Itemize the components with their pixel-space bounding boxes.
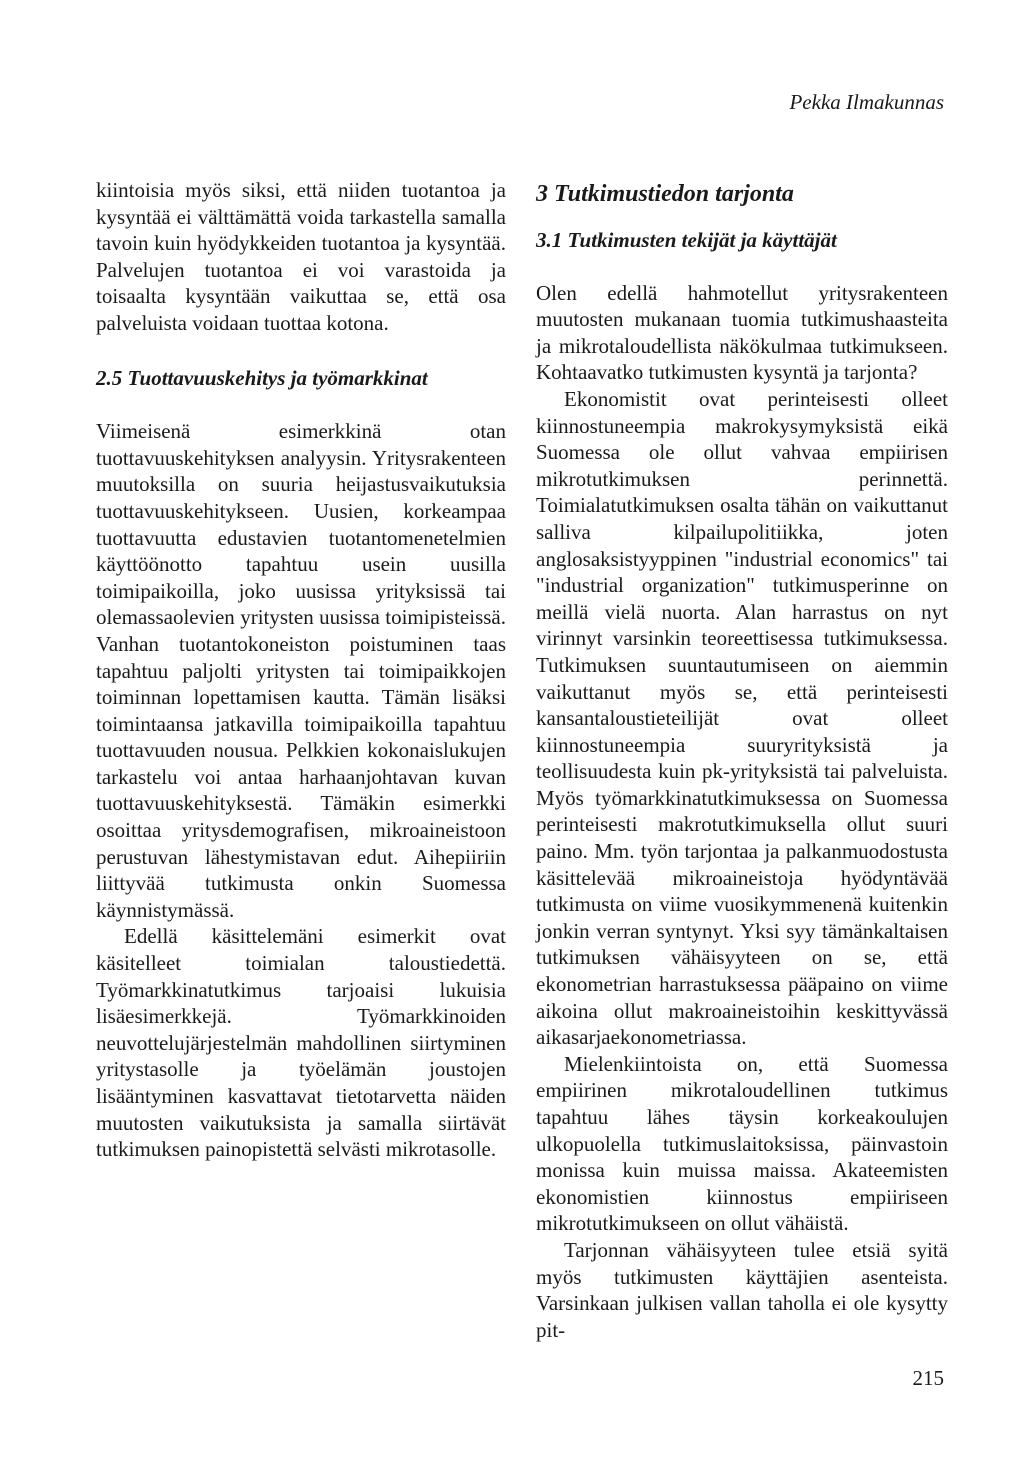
paragraph: Mielenkiintoista on, että Suomessa empiirinen mikrotaloudellinen tutkimus tapahtuu lähes täysin korkeakoulujen ulkopuolella tutkimuslaitoksissa, päinvastoin monissa kuin muissa maissa. Akateemisten ekonomistien kiinnostus empiiriseen mikrotutkimukseen on ollut vähäistä. [536,1051,948,1236]
paragraph: Viimeisenä esimerkkinä otan tuottavuuskehityksen analyysin. Yritysrakenteen muutoksilla on suuria heijastusvaikutuksia tuottavuuskehitykseen. Uusien, korkeampaa tuottavuutta edustavien tuotantomenetelmien käyttöönotto tapahtuu usein uusilla toimipaikoilla, joko uusissa yrityksissä tai olemassaolevien yritysten uusissa toimipisteissä. Vanhan tuotantokoneiston poistuminen taas tapahtuu paljolti yritysten tai toimipaikkojen toiminnan lopettamisen kautta. Tämän lisäksi toimintaansa jatkavilla toimipaikoilla tapahtuu tuottavuuden nousua. Pelkkien kokonaislukujen tarkastelu voi antaa harhaanjohtavan kuvan tuottavuuskehityksestä. Tämäkin esimerkki osoittaa yritysdemografisen, mikroaineistoon perustuvan lähestymistavan edut. Aihepiiriin liittyvää tutkimusta onkin Suomessa käynnistymässä. [96,419,506,922]
paragraph: Tarjonnan vähäisyyteen tulee etsiä syitä myös tutkimusten käyttäjien asenteista. Varsinkaan julkisen vallan taholla ei ole kysytty pit- [536,1237,948,1342]
right-column [536,177,948,1343]
left-column [96,177,506,1163]
paragraph: kiintoisia myös siksi, että niiden tuotantoa ja kysyntää ei välttämättä voida tarkastella samalla tavoin kuin hyödykkeiden tuotantoa ja kysyntää. Palvelujen tuotantoa ei voi varastoida ja toisaalta kysyntään vaikuttaa se, että osa palveluista voidaan tuottaa kotona. [96,178,506,335]
paragraph: Edellä käsittelemäni esimerkit ovat käsitelleet toimialan taloustiedettä. Työmarkkinatutkimus tarjoaisi lukuisia lisäesimerkkejä. Työmarkkinoiden neuvottelujärjestelmän mahdollinen siirtyminen yritystasolle ja työelämän joustojen lisääntyminen kasvattavat tietotarvetta näiden muutosten vaikutuksista ja samalla siirtävät tutkimuksen painopistettä selvästi mikrotasolle. [96,924,506,1162]
running-head: Pekka Ilmakunnas [789,90,944,114]
section-heading: 3.1 Tutkimusten tekijät ja käyttäjät [536,228,837,252]
page-number: 215 [912,1366,944,1390]
chapter-heading: 3 Tutkimustiedon tarjonta [536,181,794,207]
paragraph: Olen edellä hahmotellut yritysrakenteen muutosten mukanaan tuomia tutkimushaasteita ja mikrotaloudellista näkökulmaa tutkimukseen. Kohtaavatko tutkimusten kysyntä ja tarjonta? [536,280,948,385]
paragraph: Ekonomistit ovat perinteisesti olleet kiinnostuneempia makrokysymyksistä eikä Suomessa ole ollut vahvaa empiirisen mikrotutkimuksen perinnettä. Toimialatutkimuksen osalta tähän on vaikuttanut salliva kilpailupolitiikka, joten anglosaksistyyppinen "industrial economics" tai "industrial organization" tutkimusperinne on meillä vielä nuorta. Alan harrastus on nyt virinnyt varsinkin teoreettisessa tutkimuksessa. Tutkimuksen suuntautumiseen on aiemmin vaikuttanut myös se, että perinteisesti kansantaloustieteilijät ovat olleet kiinnostuneempia suuryrityksistä ja teollisuudesta kuin pk-yrityksistä tai palveluista. Myös työmarkkinatutkimuksessa on Suomessa perinteisesti makrotutkimuksella ollut suuri paino. Mm. työn tarjontaa ja palkanmuodostusta käsittelevää mikroaineistoja hyödyntävää tutkimusta on viime vuosikymmenenä kuitenkin jonkin verran syntynyt. Yksi syy tämänkaltaisen tutkimuksen vähäisyyteen on se, että ekonometrian harrastuksessa pääpaino on viime aikoina ollut makroaineistoihin keskittyvässä aikasarjaekonometriassa. [536,386,948,1050]
section-heading: 2.5 Tuottavuuskehitys ja työmarkkinat [96,365,428,390]
